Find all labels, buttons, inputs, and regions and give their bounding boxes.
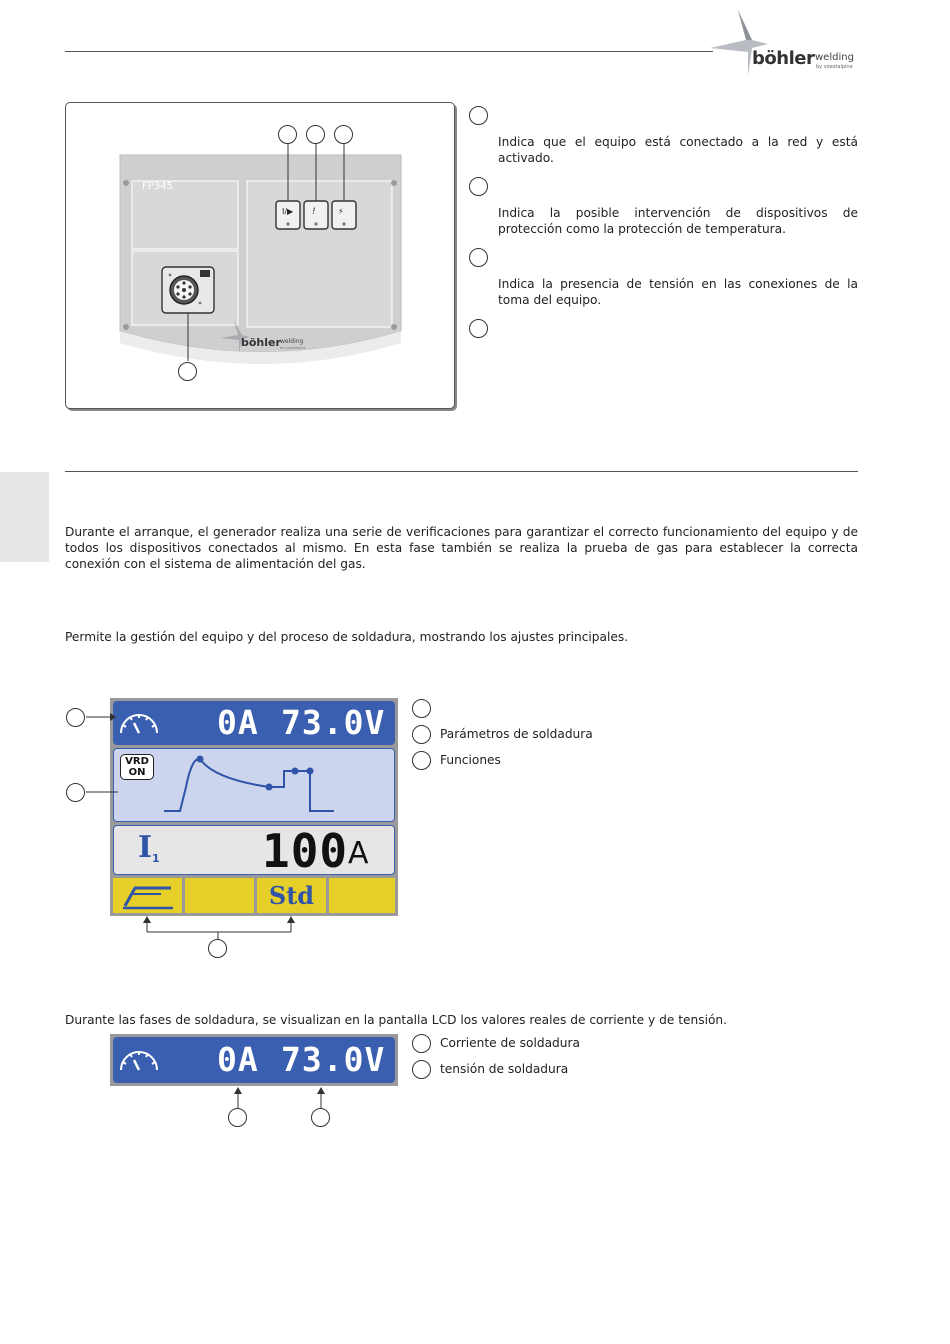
- callout-circle: [208, 939, 227, 958]
- callout-circle: [66, 708, 85, 727]
- lcd-graph-area: [113, 748, 395, 822]
- lcd-top-bar: [113, 701, 395, 745]
- small-legend-2-label: tensión de soldadura: [440, 1062, 569, 1076]
- small-legend-1-label: Corriente de soldadura: [440, 1036, 580, 1050]
- section-rule: [65, 471, 858, 472]
- gauge-icon: [117, 707, 161, 739]
- callout-circle: [178, 362, 197, 381]
- indicator-3-line2: toma del equipo.: [498, 293, 602, 307]
- brand-sub: welding: [815, 52, 854, 63]
- indicator-3-circle: [469, 248, 488, 267]
- indicator-1-circle: [469, 106, 488, 125]
- panel-model-label: FP345: [142, 181, 173, 192]
- interface-paragraph: Permite la gestión del equipo y del proceso de soldadura, mostrando los ajustes principales.: [65, 630, 629, 644]
- indicator-2-line1: Indica la posible intervención de dispositivos de: [498, 206, 858, 220]
- welding-curve-graph: [114, 749, 396, 823]
- lcd-param-row: [113, 824, 395, 878]
- param-subscript: 1: [152, 852, 160, 865]
- front-panel-drawing: [66, 103, 453, 407]
- lcd-main-display: [110, 698, 398, 916]
- func-slot-3[interactable]: [257, 878, 326, 913]
- lcd-voltage-value: 73.0V: [281, 703, 386, 742]
- brand-main: böhler: [752, 48, 815, 69]
- brand-logo: [708, 8, 863, 78]
- welding-paragraph: Durante las fases de soldadura, se visualizan en la pantalla LCD los valores reales de corriente y de tensión.: [65, 1013, 728, 1027]
- param-unit: A: [348, 836, 369, 871]
- svg-text:⚡: ⚡: [338, 207, 344, 216]
- callout-circle: [66, 783, 85, 802]
- func-slot-4[interactable]: [329, 878, 395, 913]
- lcd-legend-2-circle: [412, 725, 431, 744]
- callout-circle: [334, 125, 353, 144]
- vrd-line2: ON: [128, 767, 146, 778]
- lcd-legend-3-label: Funciones: [440, 753, 501, 767]
- small-voltage-value: 73.0V: [281, 1040, 386, 1079]
- header-rule: [65, 51, 713, 52]
- indicator-4-circle: [469, 319, 488, 338]
- panel-brand-sub: welding: [280, 338, 304, 345]
- startup-paragraph: Durante el arranque, el generador realiza una serie de verificaciones para garantizar el correcto funcionamiento del equipo y de todos los dispositivos conectados al mismo. En esta fase también se realiza la prueba de gas para establecer la correcta conexión con el sistema de alimentación del gas.: [65, 525, 858, 571]
- indicator-3-line1: Indica la presencia de tensión en las conexiones de la: [498, 277, 858, 291]
- svg-text:I/▶: I/▶: [282, 207, 294, 216]
- front-panel-figure: [65, 102, 455, 409]
- param-value: 100: [262, 824, 349, 878]
- small-current-value: 0A: [217, 1040, 259, 1079]
- section-tab: [0, 472, 49, 562]
- lcd-small-display: [110, 1034, 398, 1086]
- small-legend-1-circle: [412, 1034, 431, 1053]
- panel-brand-tag: by voestalpine: [280, 346, 306, 350]
- small-legend-2-circle: [412, 1060, 431, 1079]
- callout-circle: [278, 125, 297, 144]
- panel-brand-main: böhler: [241, 336, 281, 349]
- brand-tag: by voestalpine: [816, 64, 853, 70]
- callout-circle: [228, 1108, 247, 1127]
- func-std-label: Std: [268, 881, 315, 910]
- torch-mode-icon: [113, 878, 182, 913]
- lcd-small-bar: [113, 1037, 395, 1083]
- lcd-legend-2-label: Parámetros de soldadura: [440, 727, 593, 741]
- indicator-2-circle: [469, 177, 488, 196]
- callout-circle: [311, 1108, 330, 1127]
- gauge-icon: [117, 1044, 161, 1076]
- callout-arrow: [86, 711, 116, 723]
- callout-arrow-up: [232, 1087, 244, 1109]
- indicator-1-text: Indica que el equipo está conectado a la red y está activado.: [498, 135, 858, 165]
- lcd-legend-1-circle: [412, 699, 431, 718]
- vrd-line1: VRD: [125, 756, 149, 767]
- callout-circle: [306, 125, 325, 144]
- param-symbol: I: [138, 830, 153, 865]
- func-slot-2[interactable]: [185, 878, 254, 913]
- func-slot-1[interactable]: [113, 878, 182, 913]
- svg-text:!: !: [312, 207, 316, 217]
- lcd-legend-3-circle: [412, 751, 431, 770]
- callout-arrow-up: [315, 1087, 327, 1109]
- indicator-2-line2: protección como la protección de temperatura.: [498, 222, 787, 236]
- lcd-current-value: 0A: [217, 703, 259, 742]
- callout-line: [86, 786, 118, 798]
